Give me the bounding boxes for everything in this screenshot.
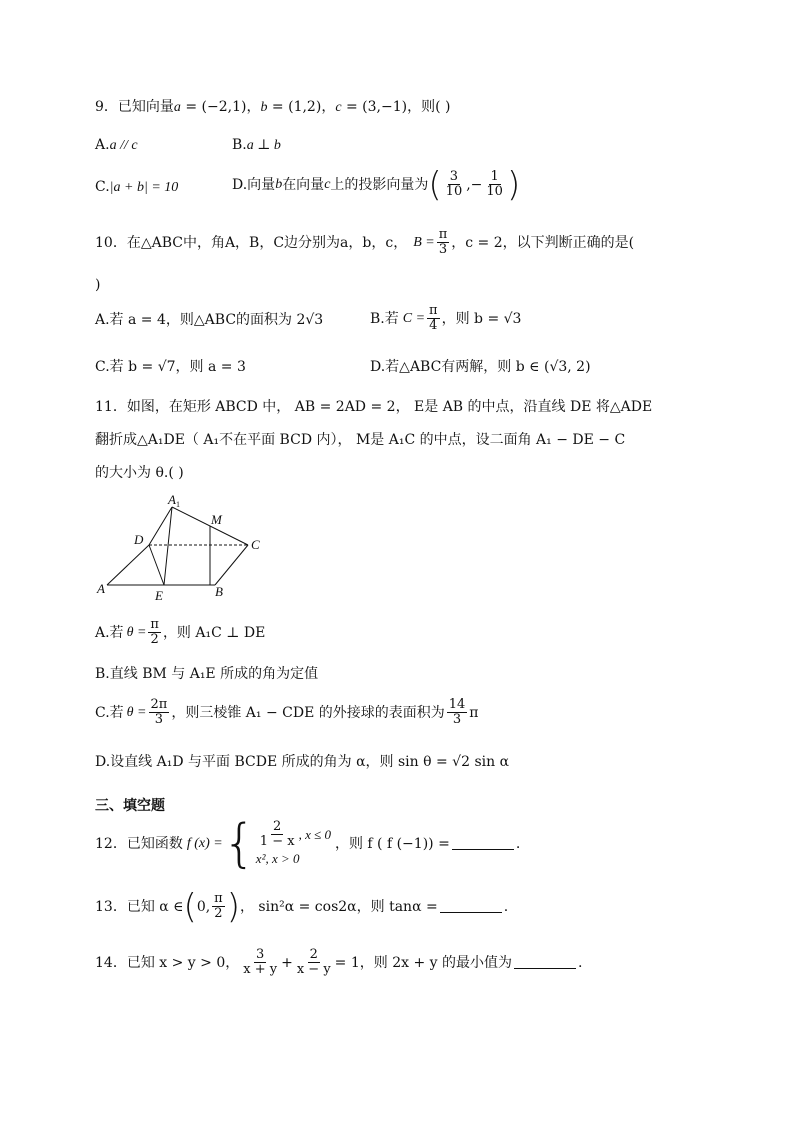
q13-answer-blank[interactable]	[440, 900, 502, 913]
folded-rectangle-figure	[92, 492, 272, 602]
label-D: D	[134, 532, 144, 547]
edge-BC	[215, 545, 248, 585]
q10-option-d: D.若△ABC有两解，则 b ∈ (√3, 2)	[370, 359, 591, 375]
q9-option-a: A.a // c	[95, 137, 138, 153]
label-E: E	[155, 588, 163, 602]
q9-option-d: D.向量 b 在向量 c 上的投影向量为 ( $\frac{3}{10}$ ,− $\frac{1}{10}$ )	[232, 164, 521, 205]
q11-line1: 11．如图，在矩形 ABCD 中， AB = 2AD = 2， E是 AB 的中点，沿直线 DE 将△ADE	[95, 399, 653, 415]
q14: 14．已知 x > y > 0， $\frac{3}{x + y}$ + $\frac{2}{x - y}$ = 1，则 2x + y 的最小值为 .	[95, 947, 583, 978]
q11-line2: 翻折成△A₁DE（ A₁不在平面 BCD 内）， M是 A₁C 的中点，设二面角 A₁ − DE − C	[95, 432, 626, 448]
q9-option-b: B.a ⊥ b	[232, 137, 281, 153]
q11-option-a: A.若 θ = $\frac{\pi}{2}$ ，则 A₁C ⊥ DE	[95, 617, 266, 648]
label-B: B	[215, 584, 223, 599]
q11-option-c: C.若 θ = $\frac{2\pi}{3}$ ，则三棱锥 A₁ − CDE 的外接球的表面积为 $\frac{14}{3}$ π	[95, 697, 479, 728]
edge-DE	[149, 545, 164, 585]
label-A: A	[97, 581, 105, 596]
edge-AD	[107, 545, 149, 585]
q14-answer-blank[interactable]	[514, 956, 576, 969]
section-fill-in-heading: 三、填空题	[95, 798, 165, 814]
q10-stem: 10．在△ABC中，角A，B，C边分别为a，b，c， B = $\frac{\pi}{3}$ ，c = 2，以下判断正确的是(	[95, 227, 635, 258]
q12: 12．已知函数 f (x) = { $\frac{2}{1 - x}$ , x ≤ 0 x², x > 0 ，则 f ( f (−1)) = .	[95, 813, 521, 874]
q11-line3: 的大小为 θ.( )	[95, 465, 184, 481]
label-M: M	[211, 512, 222, 527]
q10-option-b: B.若 C = $\frac{\pi}{4}$ ，则 b = √3	[370, 303, 522, 334]
q9-stem: 9．已知向量a = (−2,1)，b = (1,2)，c = (3,−1)，则( )	[95, 99, 451, 115]
q12-answer-blank[interactable]	[452, 837, 514, 850]
q11-option-d: D.设直线 A₁D 与平面 BCDE 所成的角为 α，则 sin θ = √2 sin α	[95, 754, 510, 770]
q10-option-c: C.若 b = √7，则 a = 3	[95, 359, 246, 375]
label-A1: $A_1$	[168, 492, 180, 509]
q10-stem-close: )	[95, 277, 101, 293]
q10-option-a: A.若 a = 4，则△ABC的面积为 2√3	[95, 312, 324, 328]
label-C: C	[251, 537, 260, 552]
q13: 13．已知 α ∈ ( 0, $\frac{\pi}{2}$ ) ， sin²α = cos2α，则 tanα = .	[95, 886, 509, 927]
q11-option-b: B.直线 BM 与 A₁E 所成的角为定值	[95, 666, 319, 682]
q9-option-c: C.|a + b| = 10	[95, 179, 179, 195]
